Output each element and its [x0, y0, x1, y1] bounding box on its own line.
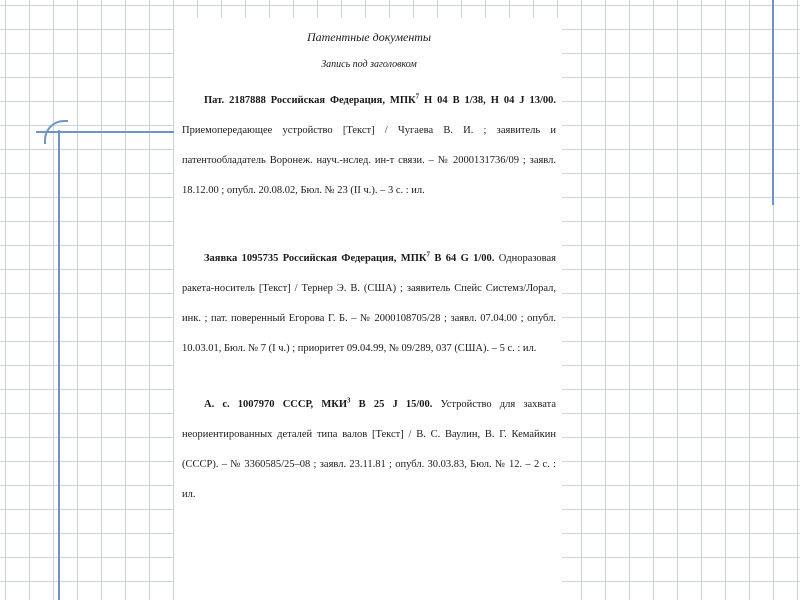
- entry-1-text: Приемопередающее устройство [Текст] / Чугаева В. И. ; заявитель и патентообладатель Воронеж. науч.-нслед. ин-т связи. – № 2000131736/09 ; заявл. 18.12.00 ; опубл. 20.08.02, Бюл. № 23 (II ч.). – 3 с. : ил.: [182, 125, 556, 196]
- notebook-margin-line: [58, 130, 60, 600]
- entry-2-text: Одноразовая ракета-носитель [Текст] / Тернер Э. В. (США) ; заявитель Спейс Системз/Лорал, инк. ; пат. поверенный Егорова Г. Б. – № 2000108705/28 ; заявл. 07.04.00 ; опубл. 10.03.01, Бюл. № 7 (I ч.) ; приоритет 09.04.99, № 09/289, 037 (США). – 5 с. : ил.: [182, 253, 556, 354]
- page-subtitle: Запись под заголовком: [321, 59, 417, 70]
- entry-2-heading: Заявка 1095735 Российская Федерация, МПК$^7$ В 64 G 1/00.: [204, 250, 495, 264]
- notebook-margin-curl: [44, 120, 68, 144]
- bibliographic-entry-2: [182, 244, 556, 364]
- entry-3-text: Устройство для захвата неориентированных деталей типа валов [Текст] / В. С. Ваулин, В. Г. Кемайкин (СССР). – № 3360585/25–08 ; заявл. 23.11.81 ; опубл. 30.03.83, Бюл. № 12. – 2 с. : ил.: [182, 399, 557, 500]
- bibliographic-entry-1: [182, 86, 556, 206]
- entry-3-heading: А. с. 1007970 СССР, МКИ$^3$ В 25 J 15/00.: [204, 396, 433, 410]
- page-title: Патентные документы: [306, 30, 432, 44]
- bibliographic-entry-3: [182, 390, 556, 510]
- document-page: [174, 18, 562, 600]
- notebook-right-line: [772, 0, 774, 205]
- entry-1-heading: Пат. 2187888 Российская Федерация, МПК$^7$ Н 04 В 1/38, Н 04 J 13/00.: [204, 92, 556, 106]
